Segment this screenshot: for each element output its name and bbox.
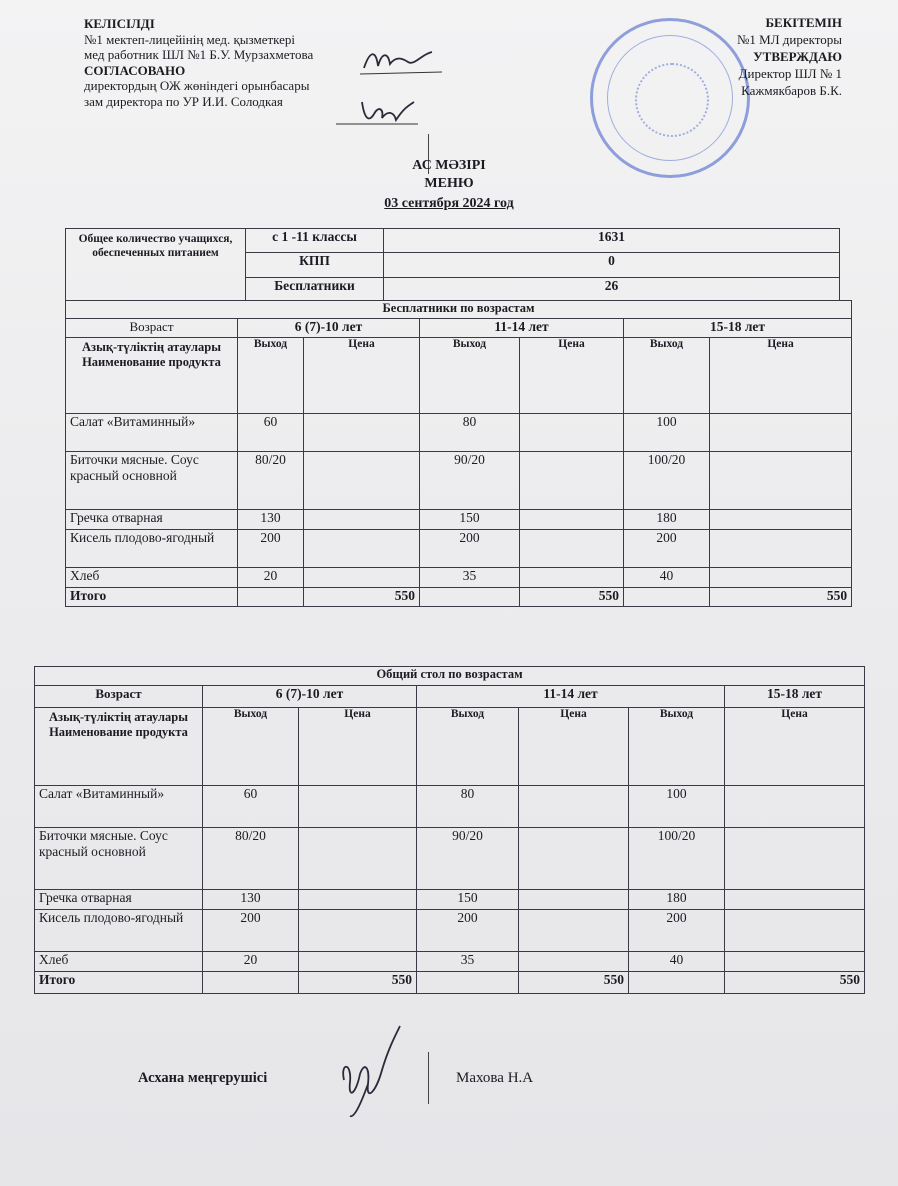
output-value: 150 [420,510,520,530]
approve-heading-kz: БЕКІТЕМІН [765,15,842,30]
total-label: Итого [35,972,203,994]
output-value: 80 [417,786,519,828]
age-group-6-10: 6 (7)-10 лет [203,686,417,708]
approve-heading-ru: УТВЕРЖДАЮ [753,49,842,64]
total-value: 550 [725,972,865,994]
summary-row-value: 26 [384,278,840,301]
approval-heading-ru: СОГЛАСОВАНО [84,62,186,78]
output-value: 130 [203,890,299,910]
table-row [35,828,865,890]
price-header: Цена [304,338,420,414]
age-group-11-14: 11-14 лет [420,319,624,338]
table-row [35,910,865,952]
total-value: 550 [304,588,420,607]
age-group-15-18: 15-18 лет [725,686,865,708]
product-name: Кисель плодово-ягодный [35,910,203,952]
output-value: 200 [203,910,299,952]
summary-row-label: с 1 -11 классы [246,229,384,253]
output-value: 100 [629,786,725,828]
output-header: Выход [420,338,520,414]
product-header: Азық-түліктің атаулары Наименование продукта [66,338,238,414]
price-header: Цена [519,708,629,786]
age-group-6-10: 6 (7)-10 лет [238,319,420,338]
output-value: 60 [238,414,304,452]
output-header: Выход [417,708,519,786]
output-value: 20 [238,568,304,588]
table-caption: Бесплатники по возрастам [66,301,852,319]
table-row [35,786,865,828]
product-name: Биточки мясные. Соус красный основной [66,452,238,510]
table-row [66,414,852,452]
approval-block-left [84,16,313,109]
summary-row-value: 1631 [384,229,840,253]
approval-heading-kz: КЕЛІСІЛДІ [84,16,155,31]
product-name: Салат «Витаминный» [35,786,203,828]
total-row [66,588,852,607]
price-header: Цена [710,338,852,414]
product-name: Салат «Витаминный» [66,414,238,452]
output-value: 80/20 [203,828,299,890]
table-row [66,530,852,568]
output-value: 90/20 [420,452,520,510]
table-row [35,952,865,972]
total-value: 550 [299,972,417,994]
summary-label: Общее количество учащихся, обеспеченных питанием [66,229,246,301]
output-value: 40 [624,568,710,588]
output-header: Выход [624,338,710,414]
output-value: 80 [420,414,520,452]
output-value: 80/20 [238,452,304,510]
output-value: 90/20 [417,828,519,890]
product-name: Биточки мясные. Соус красный основной [35,828,203,890]
price-header: Цена [725,708,865,786]
total-value: 550 [519,972,629,994]
output-value: 200 [417,910,519,952]
output-value: 100/20 [629,828,725,890]
total-value: 550 [710,588,852,607]
deputy-position-kz: директордың ОЖ жөніндегі орынбасары [84,78,310,93]
director-position-kz: №1 МЛ директоры [736,32,842,47]
age-label: Возраст [66,319,238,338]
output-value: 200 [629,910,725,952]
director-position-ru: Директор ШЛ № 1 [738,66,842,81]
official-seal-stamp [590,18,750,178]
output-value: 180 [624,510,710,530]
table-row [35,890,865,910]
output-value: 150 [417,890,519,910]
canteen-head-label: Асхана меңгерушісі [138,1070,268,1086]
menu-date: 03 сентября 2024 год [384,196,514,211]
footer-divider [428,1052,429,1104]
output-value: 35 [417,952,519,972]
output-value: 60 [203,786,299,828]
table-row [66,510,852,530]
output-header: Выход [238,338,304,414]
medic-position-kz: №1 мектеп-лицейінің мед. қызметкері [84,31,296,47]
price-header: Цена [520,338,624,414]
free-meals-table [65,300,852,607]
deputy-signature [334,96,424,132]
age-group-15-18: 15-18 лет [624,319,852,338]
total-row [35,972,865,994]
product-header: Азық-түліктің атаулары Наименование продукта [35,708,203,786]
price-header: Цена [299,708,417,786]
title-kz: АС МӘЗІРІ [412,158,486,173]
product-name: Гречка отварная [66,510,238,530]
summary-row-label: КПП [246,253,384,278]
table-row [66,568,852,588]
output-value: 200 [238,530,304,568]
medic-signature [356,44,446,78]
product-name: Хлеб [35,952,203,972]
product-name: Гречка отварная [35,890,203,910]
output-header: Выход [203,708,299,786]
output-header: Выход [629,708,725,786]
canteen-head-signature [330,1022,416,1122]
output-value: 40 [629,952,725,972]
total-value: 550 [520,588,624,607]
general-meals-table [34,666,865,994]
table-caption: Общий стол по возрастам [35,667,865,686]
title-ru: МЕНЮ [424,176,474,191]
output-value: 20 [203,952,299,972]
summary-row-value: 0 [384,253,840,278]
medic-position-ru: мед работник ШЛ №1 Б.У. Мурзахметова [84,47,314,62]
age-group-11-14: 11-14 лет [417,686,725,708]
output-value: 35 [420,568,520,588]
product-name: Хлеб [66,568,238,588]
director-name: Кажмякбаров Б.К. [741,83,842,98]
summary-row-label: Бесплатники [246,278,384,301]
age-label: Возраст [35,686,203,708]
output-value: 180 [629,890,725,910]
table-row [66,452,852,510]
output-value: 100 [624,414,710,452]
summary-table [65,228,840,301]
output-value: 130 [238,510,304,530]
output-value: 100/20 [624,452,710,510]
canteen-head-name: Махова Н.А [456,1070,534,1086]
approval-block-right [737,14,842,99]
total-label: Итого [66,588,238,607]
product-name: Кисель плодово-ягодный [66,530,238,568]
output-value: 200 [420,530,520,568]
deputy-position-ru: зам директора по УР И.И. Солодкая [84,93,283,109]
output-value: 200 [624,530,710,568]
